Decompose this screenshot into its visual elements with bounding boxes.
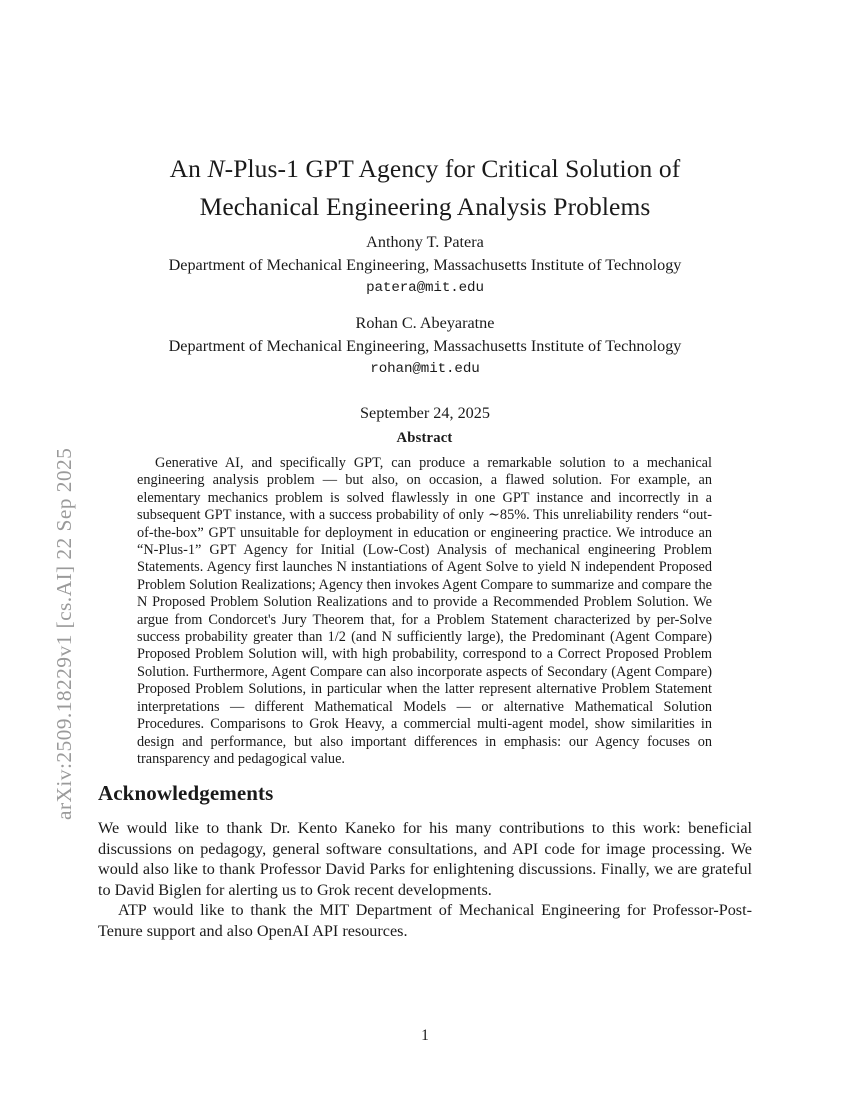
author-email[interactable]: rohan@mit.edu: [370, 361, 480, 377]
publication-date: September 24, 2025: [360, 404, 490, 422]
acknowledgements-paragraph-1: We would like to thank Dr. Kento Kaneko for his many contributions to this work: beneficial discussions on pedagogy, general software consultations, and API code for image processing. We would also like to thank Professor David Parks for enlightening discussions. Finally, we are grateful to David Biglen for alerting us to Grok recent developments.: [98, 819, 752, 899]
abstract-text: Generative AI, and specifically GPT, can produce a remarkable solution to a mechanical engineering analysis problem — but also, on occasion, a flawed solution. For example, an elementary mechanics problem is solved flawlessly in one GPT instance and incorrectly in a subsequent GPT instance, with a success probability of only ∼85%. This unreliability renders “out-of-the-box” GPT unsuitable for deployment in education or engineering practice. We introduce an “N-Plus-1” GPT Agency for Initial (Low-Cost) Analysis of mechanical engineering Problem Statements. Agency first launches N instantiations of Agent Solve to yield N independent Proposed Problem Solution Realizations; Agency then invokes Agent Compare to summarize and compare the N Proposed Problem Solution Realizations and to provide a Recommended Problem Solution. We argue from Condorcet's Jury Theorem that, for a Problem Statement characterized by per-Solve success probability greater than 1/2 (and N sufficiently large), the Predominant (Agent Compare) Proposed Problem Solution will, with high probability, correspond to a Correct Proposed Problem Solution. Furthermore, Agent Compare can also incorporate aspects of Secondary (Agent Compare) Proposed Problem Solutions, in particular when the latter represent alternative Problem Statement interpretations — different Mathematical Models — or alternative Mathematical Solution Procedures. Comparisons to Grok Heavy, a commercial multi-agent model, show similarities in design and performance, but also important differences in emphasis: our Agency focuses on transparency and pedagogical value.: [137, 455, 712, 767]
abstract-heading: Abstract: [396, 430, 453, 446]
acknowledgements-heading: Acknowledgements: [98, 781, 274, 805]
author-name: Rohan C. Abeyaratne: [355, 314, 495, 332]
author-entry: [120, 231, 730, 300]
acknowledgements-text: [98, 818, 752, 942]
author-affiliation: Department of Mechanical Engineering, Massachusetts Institute of Technology: [168, 256, 682, 274]
page-number: 1: [421, 1027, 429, 1044]
author-affiliation: Department of Mechanical Engineering, Massachusetts Institute of Technology: [168, 337, 682, 355]
author-name: Anthony T. Patera: [366, 233, 484, 251]
title-line-1: [140, 150, 710, 188]
title-math-n: N: [207, 154, 225, 183]
author-email[interactable]: patera@mit.edu: [366, 280, 484, 296]
paper-title: [140, 150, 710, 226]
title-line-2: Mechanical Engineering Analysis Problems: [199, 192, 651, 221]
author-entry: [120, 312, 730, 381]
title-line-1-pre: An: [169, 154, 208, 183]
authors-block: [120, 231, 730, 425]
arxiv-stamp-text: arXiv:2509.18229v1 [cs.AI] 22 Sep 2025: [52, 447, 76, 820]
acknowledgements-paragraph-2: ATP would like to thank the MIT Department of Mechanical Engineering for Professor-Post-Tenure support and also OpenAI API resources.: [98, 901, 752, 940]
title-line-1-post: -Plus-1 GPT Agency for Critical Solution of: [224, 154, 681, 183]
